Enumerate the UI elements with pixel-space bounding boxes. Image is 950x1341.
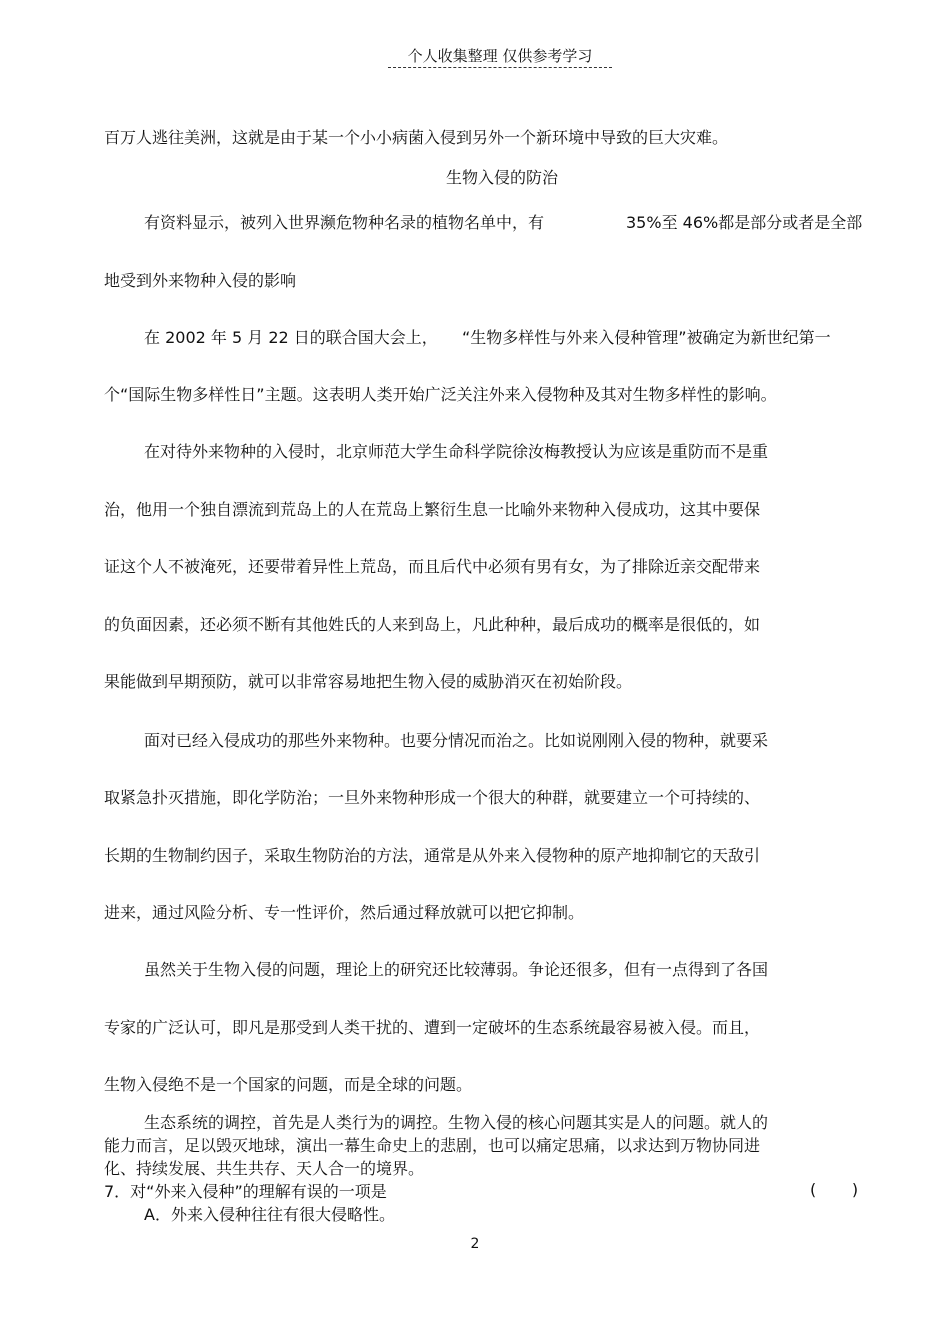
text-line: 能力而言，足以毁灭地球，演出一幕生命史上的悲剧，也可以痛定思痛，以求达到万物协同进 [104, 1136, 761, 1155]
text-line: “生物多样性与外来入侵种管理”被确定为新世纪第一 [462, 328, 831, 347]
text-line: 虽然关于生物入侵的问题，理论上的研究还比较薄弱。争论还很多，但有一点得到了各国 [144, 960, 769, 979]
text-line: 个“国际生物多样性日”主题。这表明人类开始广泛关注外来入侵物种及其对生物多样性的影响。 [104, 385, 777, 404]
text-line: 证这个人不被淹死，还要带着异性上荒岛，而且后代中必须有男有女，为了排除近亲交配带来 [104, 557, 761, 576]
text-line: 化、持续发展、共生共存、天人合一的境界。 [104, 1159, 425, 1178]
text-line: 生态系统的调控，首先是人类行为的调控。生物入侵的核心问题其实是人的问题。就人的 [144, 1113, 769, 1132]
text-line: 有资料显示，被列入世界濒危物种名录的植物名单中，有 [144, 213, 545, 232]
text-line: 专家的广泛认可，即凡是那受到人类干扰的、遭到一定破坏的生态系统最容易被入侵。而且， [104, 1018, 761, 1037]
text-line: 的负面因素，还必须不断有其他姓氏的人来到岛上，凡此种种，最后成功的概率是很低的，如 [104, 615, 761, 634]
text-line: 地受到外来物种入侵的影响 [104, 271, 297, 290]
header-underline [388, 67, 612, 68]
text-line: 百万人逃往美洲，这就是由于某一个小小病菌入侵到另外一个新环境中导致的巨大灾难。 [104, 128, 729, 147]
text-line: 取紧急扑灭措施，即化学防治；一旦外来物种形成一个很大的种群，就要建立一个可持续的、 [104, 788, 761, 807]
text-line: 面对已经入侵成功的那些外来物种。也要分情况而治之。比如说刚刚入侵的物种，就要采 [144, 731, 769, 750]
text-line: 长期的生物制约因子，采取生物防治的方法，通常是从外来入侵物种的原产地抑制它的天敌引 [104, 846, 761, 865]
page-header: 个人收集整理 仅供参考学习 [407, 47, 593, 65]
text-line: 果能做到早期预防，就可以非常容易地把生物入侵的威胁消灭在初始阶段。 [104, 672, 633, 691]
text-line: 在 2002 年 5 月 22 日的联合国大会上， [144, 328, 438, 347]
section-heading: 生物入侵的防治 [446, 168, 559, 187]
text-line: 生物入侵绝不是一个国家的问题，而是全球的问题。 [104, 1075, 473, 1094]
text-line: 治，他用一个独自漂流到荒岛上的人在荒岛上繁衍生息一比喻外来物种入侵成功，这其中要保 [104, 500, 761, 519]
question-stem: 7．对“外来入侵种”的理解有误的一项是 [104, 1182, 387, 1201]
text-line: 35%至 46%都是部分或者是全部 [626, 213, 863, 232]
text-line: 进来，通过风险分析、专一性评价，然后通过释放就可以把它抑制。 [104, 903, 585, 922]
text-line: 在对待外来物种的入侵时，北京师范大学生命科学院徐汝梅教授认为应该是重防而不是重 [144, 442, 769, 461]
page-number: 2 [470, 1236, 480, 1252]
answer-blank: ( ) [810, 1180, 859, 1199]
question-option: A．外来入侵种往往有很大侵略性。 [144, 1205, 395, 1224]
